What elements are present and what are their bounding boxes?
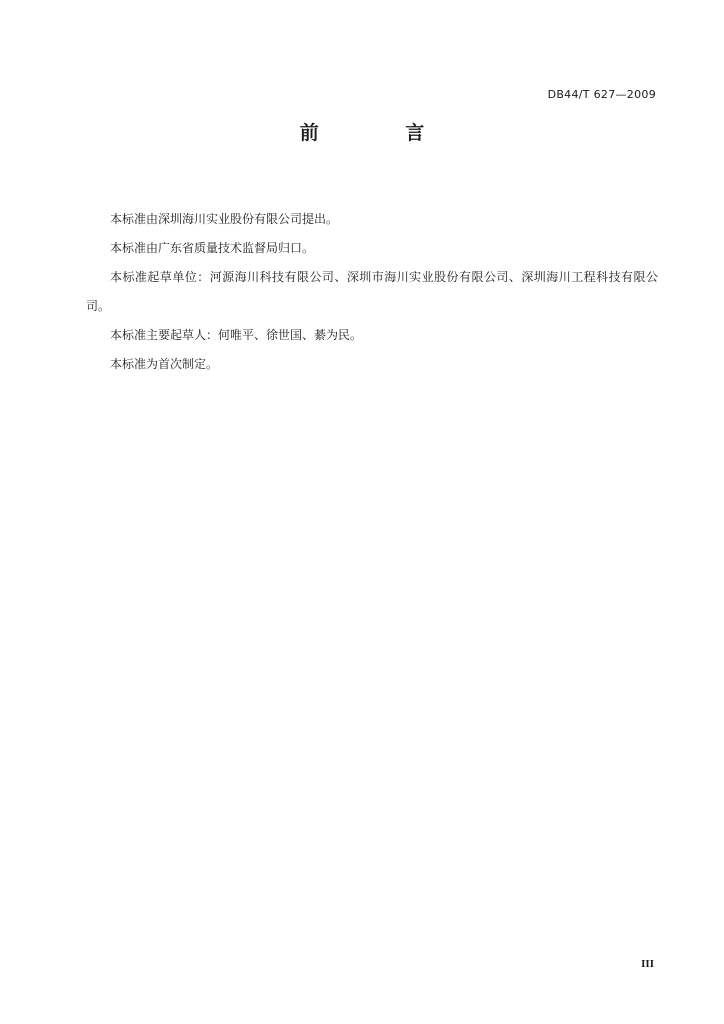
paragraph-drafting-units: 本标准起草单位：河源海川科技有限公司、深圳市海川实业股份有限公司、深圳海川工程科技有限公司。 [86, 270, 658, 313]
paragraph-drafters: 本标准主要起草人：何唯平、徐世国、綦为民。 [110, 328, 363, 342]
paragraph-administrator: 本标准由广东省质量技术监督局归口。 [110, 241, 315, 255]
paragraph-first-edition: 本标准为首次制定。 [110, 357, 219, 371]
paragraph-proposer: 本标准由深圳海川实业股份有限公司提出。 [110, 212, 339, 226]
foreword-body [86, 205, 658, 379]
standard-code: DB44/T 627—2009 [547, 88, 656, 101]
page-number: III [641, 958, 654, 970]
page-title: 前 言 [299, 122, 465, 144]
